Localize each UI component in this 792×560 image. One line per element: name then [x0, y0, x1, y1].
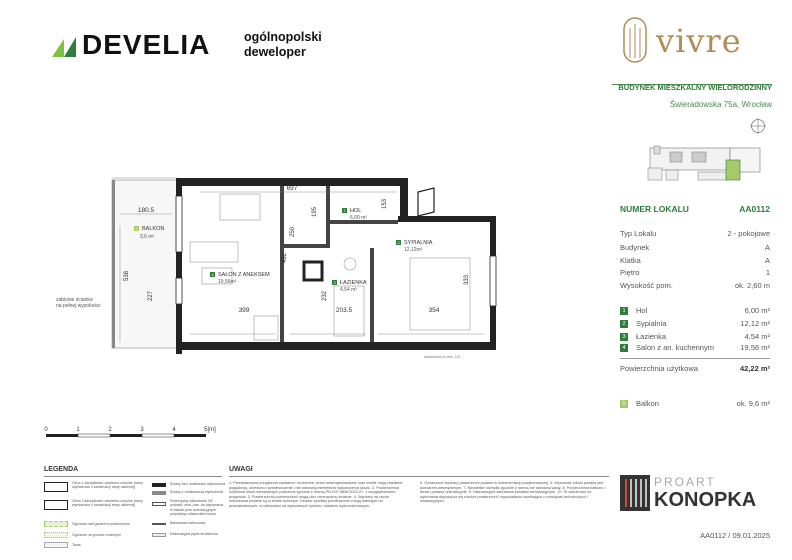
scale-tick: 1	[76, 427, 80, 433]
legend-swatch-garage	[44, 521, 68, 527]
notes-column-1: 1. Przedstawiona urządzenia sanitarne i kuchenne, drzwi wewnątrzlokalowe oraz meble mają charakter poglądowy, określono rozmieszczenie i nie stanowią elementów wykończenia lokalu. 2. Powierzchnia użytkowa lokali mieszkalnych policzona zgodnie z normą PN-ISO 9836:2022-07, z uwzględnieniem przypisów. 3. Powierzchnia pomieszczeń mogą ulec nieznacznej zmianie. 4. Wymiary na rzucie mieszkania podane są w stanie surowym. Realne wymiary pomieszczeń mogą odbiegać od przedstawionych, w zależności od wykonanych tynków i okładzin wykończeniowych.	[229, 481, 403, 508]
wall-bottom	[176, 342, 496, 350]
legend-item: Ogrzanie nad garażem podziemnym	[72, 522, 130, 526]
room-label-bedroom: SYPIALNIA	[404, 240, 433, 246]
proart-text: PROART	[654, 475, 716, 489]
dim-bath-bottom: 203.5	[335, 307, 353, 314]
balcony-area: ok. 9,6 m²	[736, 399, 770, 408]
room-number-badge: 3	[620, 333, 628, 341]
detail-value: 2 - pokojowe	[727, 229, 770, 238]
notes-title: UWAGI	[229, 466, 253, 473]
room-badge-num: 5	[135, 226, 138, 231]
room-number-badge: 4	[620, 344, 628, 352]
wall-interior	[326, 186, 330, 248]
unit-number-label: NUMER LOKALU	[620, 204, 689, 214]
note-railing: balustrada h=min 110	[424, 355, 461, 359]
detail-value: A	[764, 243, 770, 252]
notes-divider	[229, 476, 609, 477]
window	[490, 256, 496, 306]
room-area-row	[620, 343, 770, 352]
room-area-bathroom: 4,54 m²	[340, 287, 357, 293]
document-code: AA0112 / 09.01.2025	[700, 531, 770, 540]
scale-tick: 2	[108, 427, 112, 433]
area-divider	[620, 358, 770, 359]
wall-entrance	[400, 178, 408, 218]
detail-label: Piętro	[620, 268, 640, 277]
scale-tick: 4	[172, 427, 176, 433]
legend-item: Ogrzanie na gruncie rodzimym	[72, 533, 121, 537]
room-area-row	[620, 332, 770, 341]
dim-salon-side: 492	[282, 252, 288, 264]
note-wall-l1: zabiowe ścianka	[56, 297, 93, 303]
dim-hall-width: 153	[382, 198, 388, 210]
detail-label: Budynek	[620, 243, 650, 252]
project-logo-text: vivre	[656, 22, 742, 60]
detail-label: Typ Lokalu	[620, 229, 657, 238]
legend-swatch-railing	[152, 523, 166, 525]
unit-detail-row	[620, 256, 770, 265]
legend-swatch-terrace	[44, 542, 68, 548]
tagline-line1: ogólnopolski	[244, 30, 322, 44]
room-area-hall: 6,00 m²	[350, 215, 367, 221]
detail-label: Klatka	[620, 256, 641, 265]
entrance-door	[418, 188, 434, 216]
room-name: Hol	[636, 306, 648, 315]
room-label-salon: SALON Z ANEKSEM	[218, 272, 270, 278]
legend-swatch-wall-removable	[152, 491, 166, 495]
legend-item: Okno 1-skrzydłowe rozwierno-uchylne (ramy wymiarowe z konstrukcji ramy okiennej)	[72, 481, 143, 490]
total-area-label: Powierzchnia użytkowa	[620, 364, 698, 373]
sofa	[190, 242, 238, 262]
legend-swatch-window-1	[44, 482, 68, 492]
unit-detail-row	[620, 281, 770, 290]
notes-column-2: 5. Oznaczone wymiary powierzchni podane w dokumentacji powykonawczej. 6. Wysokość lokalu podana jest pomiarem wewnętrznym. 7. Niewielkie odchyłki zgodnie z normą nie stanowią wady. 8. Powierzchnia balkonu i tarasu podana orientacyjnie. 9. Nieinwazyjna zabudowa kanałów wentylacyjnych. 10. W zależności od wykonania dopuszcza się różnice powierzchni i wyposażenia wynikające z rozwiązań technicznych i instalacyjnych.	[420, 481, 606, 504]
dim-salon-bottom: 399	[238, 307, 250, 314]
room-badge-num: 1	[343, 208, 346, 213]
bed	[410, 258, 470, 330]
building-type: BUDYNEK MIESZKALNY WIELORODZINNY	[618, 83, 772, 92]
room-name: Salon z an. kuchennym	[636, 343, 714, 352]
scale-bar	[44, 424, 224, 444]
room-label-bathroom: ŁAZIENKA	[340, 280, 367, 286]
develia-mark-icon	[52, 33, 76, 57]
balcony-name: Balkon	[636, 399, 659, 408]
proart-konopka-logo	[620, 475, 770, 511]
wall-bedroom-top	[398, 216, 496, 222]
dim-balcony-inner: 227	[148, 290, 154, 302]
address: Świeradowska 75a, Wrocław	[669, 100, 772, 109]
room-badge-num: 4	[211, 272, 214, 277]
floor-plan	[40, 168, 520, 368]
dim-top: 697	[286, 185, 298, 192]
kitchen-counter	[254, 316, 278, 340]
window	[176, 278, 182, 304]
legend-swatch-drywall	[152, 502, 166, 506]
dim-bedroom-side: 333	[464, 274, 470, 286]
room-area-salon: 19,56m²	[218, 279, 237, 285]
unit-number-value: AA0112	[739, 204, 770, 214]
legend-item: Okno 2-skrzydłowe rozwierno-uchylne (ramy wymiarowe z konstrukcji ramy okiennej)	[72, 499, 143, 508]
compass-icon	[750, 118, 766, 134]
balcony-area	[112, 180, 178, 348]
room-area-bedroom: 12,12m²	[404, 247, 423, 253]
develia-logo	[52, 30, 232, 60]
unit-detail-row	[620, 268, 770, 277]
window	[176, 196, 182, 252]
dim-hall-side-2: 250	[290, 226, 296, 238]
scale-tick: 3	[140, 427, 144, 433]
room-area-balcony: 9,6 m²	[140, 234, 155, 240]
dim-balcony-width: 180.5	[137, 207, 155, 214]
room-area: 19,56 m²	[740, 343, 770, 352]
detail-value: A	[764, 256, 770, 265]
legend-item: Ściany z możliwością wyburzenia	[170, 490, 224, 494]
room-name: Sypialnia	[636, 319, 667, 328]
dining-table	[220, 194, 260, 220]
konopka-text: KONOPKA	[654, 489, 757, 511]
note-wall-l2: na pełnej wysokości	[56, 303, 101, 309]
balcony-number-badge: 5	[620, 400, 628, 408]
ventilation-shaft	[304, 262, 322, 280]
legend-divider	[44, 476, 222, 477]
unit-number-header	[620, 204, 770, 214]
legend-item: Balustrada balkonowa	[170, 521, 206, 525]
dim-bath-side: 232	[322, 290, 328, 302]
detail-label: Wysokość pom.	[620, 281, 673, 290]
unit-detail-row	[620, 229, 770, 238]
room-number-badge: 1	[620, 307, 628, 315]
unit-detail-row	[620, 243, 770, 252]
room-badge-num: 3	[333, 280, 336, 285]
legend-item: Taras	[72, 543, 81, 547]
room-label-hall: HOL	[350, 208, 362, 214]
toilet	[344, 258, 356, 270]
scale-tick: 5[m]	[204, 427, 216, 433]
wall-interior	[370, 248, 374, 342]
room-area: 12,12 m²	[740, 319, 770, 328]
legend-item: Potencjalny zabudowie GK podsieć: wod.-kan. do wykonania w trakcie prac aranżacyjnych przyszłego właściciela lokalu	[170, 499, 223, 516]
legend-title: LEGENDA	[44, 466, 79, 473]
detail-value: ok. 2,60 m	[734, 281, 770, 290]
room-area-row	[620, 306, 770, 315]
legend-item: Ściany bez możliwości wyburzenia	[170, 482, 226, 486]
room-number-badge: 2	[620, 320, 628, 328]
wall-interior	[284, 244, 326, 248]
room-area-row	[620, 319, 770, 328]
dim-balcony-height: 538	[124, 270, 130, 282]
legend-swatch-window-2	[44, 500, 68, 510]
balcony-area-row	[620, 399, 770, 408]
legend-swatch-wall-fixed	[152, 483, 166, 487]
tagline-line2: deweloper	[244, 45, 306, 59]
room-label-balcony: BALKON	[142, 226, 165, 232]
building-key-plan	[640, 142, 772, 186]
room-area: 6,00 m²	[744, 306, 770, 315]
legend-item: Dekoracyjna płyta na balkonie	[170, 532, 218, 536]
total-area-row	[620, 364, 770, 373]
balcony-railing	[112, 180, 115, 348]
room-area: 4,54 m²	[744, 332, 770, 341]
dim-bedroom-bottom: 354	[428, 307, 440, 314]
room-badge-num: 2	[397, 240, 400, 245]
room-name: Łazienka	[636, 332, 667, 341]
total-area-value: 42,22 m²	[739, 364, 770, 373]
legend-swatch-balcony-plate	[152, 533, 166, 537]
scale-tick: 0	[44, 427, 48, 433]
tagline	[244, 30, 322, 60]
dim-hall-side: 195	[312, 206, 318, 218]
developer-logo-text: DEVELIA	[82, 29, 211, 60]
detail-value: 1	[765, 268, 770, 277]
legend-swatch-ground	[44, 532, 68, 538]
